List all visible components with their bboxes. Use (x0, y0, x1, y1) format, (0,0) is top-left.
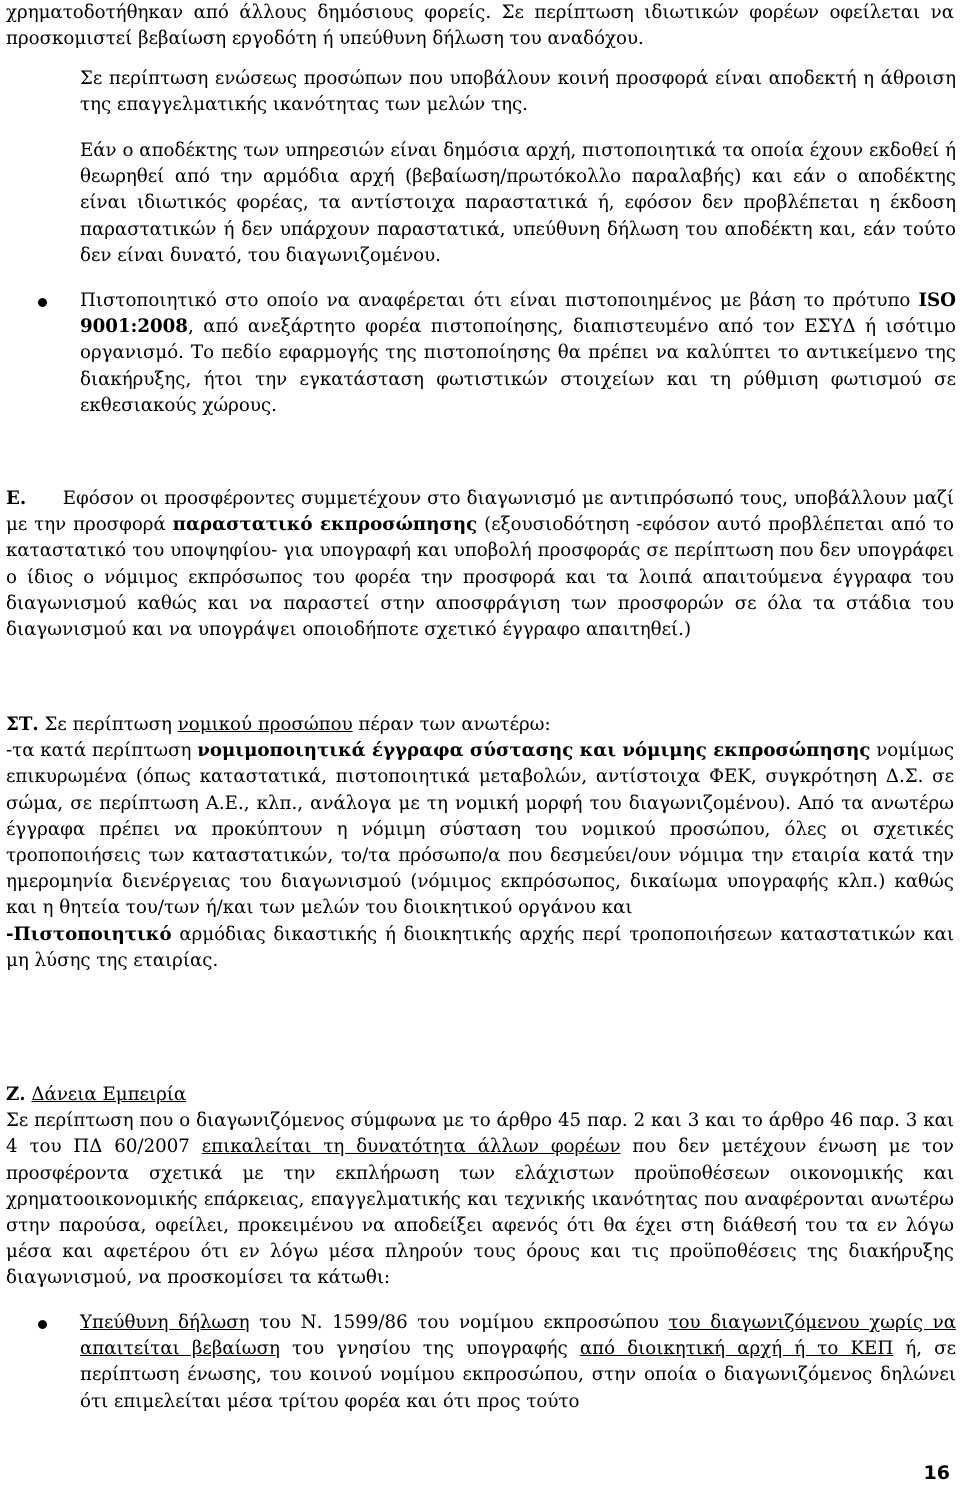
page-number: 16 (923, 1462, 950, 1484)
section-z-label: Ζ. (6, 1084, 26, 1105)
paragraph-joint-venture: Σε περίπτωση ενώσεως προσώπων που υποβάλουν κοινή προσφορά είναι αποδεκτή η άθροιση της επαγγελματικής ικανότητας των μελών της. (80, 68, 956, 116)
paragraph-service-recipient: Εάν ο αποδέκτης των υπηρεσιών είναι δημόσια αρχή, πιστοποιητικά τα οποία έχουν εκδοθεί ή θεωρηθεί από την αρμόδια αρχή (βεβαίωση/πρωτόκολλο παραλαβής) και εάν ο αποδέκτης είναι ιδιωτικός φορέας, τα αντίστοιχα παραστατικά ή, εφόσον δεν προβλέπεται η έκδοση παραστατικών ή δεν υπάρχουν παραστατικά, υπεύθυνη δήλωση του αποδέκτη και, εάν τούτο δεν είναι δυνατό, του διαγωνιζομένου. (80, 140, 956, 266)
section-st-paragraph: ΣΤ. Σε περίπτωση νομικού προσώπου πέραν των ανωτέρω: -τα κατά περίπτωση νομιμοποιητικά έγγραφα σύστασης και νόμιμης εκπροσώπησης νομίμως επικυρωμένα (όπως καταστατικά, πιστοποιητικά μεταβολών, αντίστοιχα ΦΕΚ, συγκρότηση Δ.Σ. σε σώμα, σε περίπτωση Α.Ε., κλπ., ανάλογα με τη νομική μορφή του διαγωνιζομένου). Από τα ανωτέρω έγγραφα πρέπει να προκύπτουν η νόμιμη σύσταση του νομικού προσώπου, όλες οι σχετικές τροποποιήσεις των καταστατικών, το/τα πρόσωπο/α που δεσμεύει/ουν νόμιμα την εταιρία κατά την ημερομηνία διενέργειας του διαγωνισμού (νόμιμος εκπρόσωπος, δικαίωμα υπογραφής κλπ.) καθώς και η θητεία του/των ή/και των μελών του διοικητικού οργάνου και -Πιστοποιητικό αρμόδιας δικαστικής ή διοικητικής αρχής περί τροποποιήσεων καταστατικών και μη λύσης της εταιρίας. (6, 714, 955, 971)
section-z-title: Δάνεια Εμπειρία (31, 1084, 187, 1105)
paragraph-private-entities: χρηματοδοτήθηκαν από άλλους δημόσιους φορείς. Σε περίπτωση ιδιωτικών φορέων οφείλεται να προσκομιστεί βεβαίωση εργοδότη ή υπεύθυνη δήλωση του αναδόχου. (6, 2, 954, 50)
section-st-label: ΣΤ. (6, 714, 39, 735)
bullet-iso-certificate: Πιστοποιητικό στο οποίο να αναφέρεται ότι είναι πιστοποιημένος με βάση το πρότυπο ISO 9001:2008, από ανεξάρτητο φορέα πιστοποίησης, διαπιστευμένο από τον ΕΣΥΔ ή ισότιμο οργανισμό. Το πεδίο εφαρμογής της πιστοποίησης θα πρέπει να καλύπτει το αντικείμενο της διακήρυξης, ήτοι την εγκατάσταση φωτιστικών στοιχείων και τη ρύθμιση φωτισμού σε εκθεσιακούς χώρους. (80, 290, 956, 416)
section-e-label: Ε. (6, 488, 27, 509)
section-z-paragraph: Ζ. Δάνεια Εμπειρία Σε περίπτωση που ο διαγωνιζόμενος σύμφωνα με το άρθρο 45 παρ. 2 και 3 και το άρθρο 46 παρ. 3 και 4 του ΠΔ 60/2007 επικαλείται τη δυνατότητα άλλων φορέων που δεν μετέχουν ένωση με τον προσφέροντα σχετικά με την εκπλήρωση των ελάχιστων προϋποθέσεων οικονομικής και χρηματοοικονομικής επάρκειας, επαγγελματικής και τεχνικής ικανότητας που αναφέρονται ανωτέρω στην παρούσα, οφείλει, προκειμένου να αποδείξει αφενός ότι θα έχει στη διάθεσή του τα εν λόγω μέσα και αφετέρου ότι εν λόγω μέσα πληρούν τους όρους και τις προϋποθέσεις της διακήρυξης διαγωνισμού, να προσκομίσει τα κάτωθι: (6, 1084, 954, 1289)
bullet-marker (38, 298, 47, 307)
section-e-paragraph: Ε. Εφόσον οι προσφέροντες συμμετέχουν στο διαγωνισμό με αντιπρόσωπό τους, υποβάλλουν μαζί με την προσφορά παραστατικό εκπροσώπησης (εξουσιοδότηση -εφόσον αυτό προβλέπεται από το καταστατικό του υποψηφίου- για υπογραφή και υποβολή προσφοράς σε περίπτωση που δεν υπογράφει ο ίδιος ο νόμιμος εκπρόσωπος του φορέα την προσφορά και τα λοιπά απαιτούμενα έγγραφα του διαγωνισμού καθώς και να παραστεί στην αποσφράγιση των προσφορών σε όλα τα στάδια του διαγωνισμού και να υπογράψει οποιοδήποτε σχετικό έγγραφο απαιτηθεί.) (6, 488, 954, 641)
bullet-responsible-declaration: Υπεύθυνη δήλωση του Ν. 1599/86 του νομίμου εκπροσώπου του διαγωνιζόμενου χωρίς να απαιτείται βεβαίωση του γνησίου της υπογραφής από διοικητική αρχή ή το ΚΕΠ ή, σε περίπτωση ένωσης, του κοινού νομίμου εκπροσώπου, στην οποία ο διαγωνιζόμενος δηλώνει ότι επιμελείται μέσα τρίτου φορέα και ότι προς τούτο (80, 1312, 957, 1412)
bullet-marker (38, 1320, 47, 1329)
